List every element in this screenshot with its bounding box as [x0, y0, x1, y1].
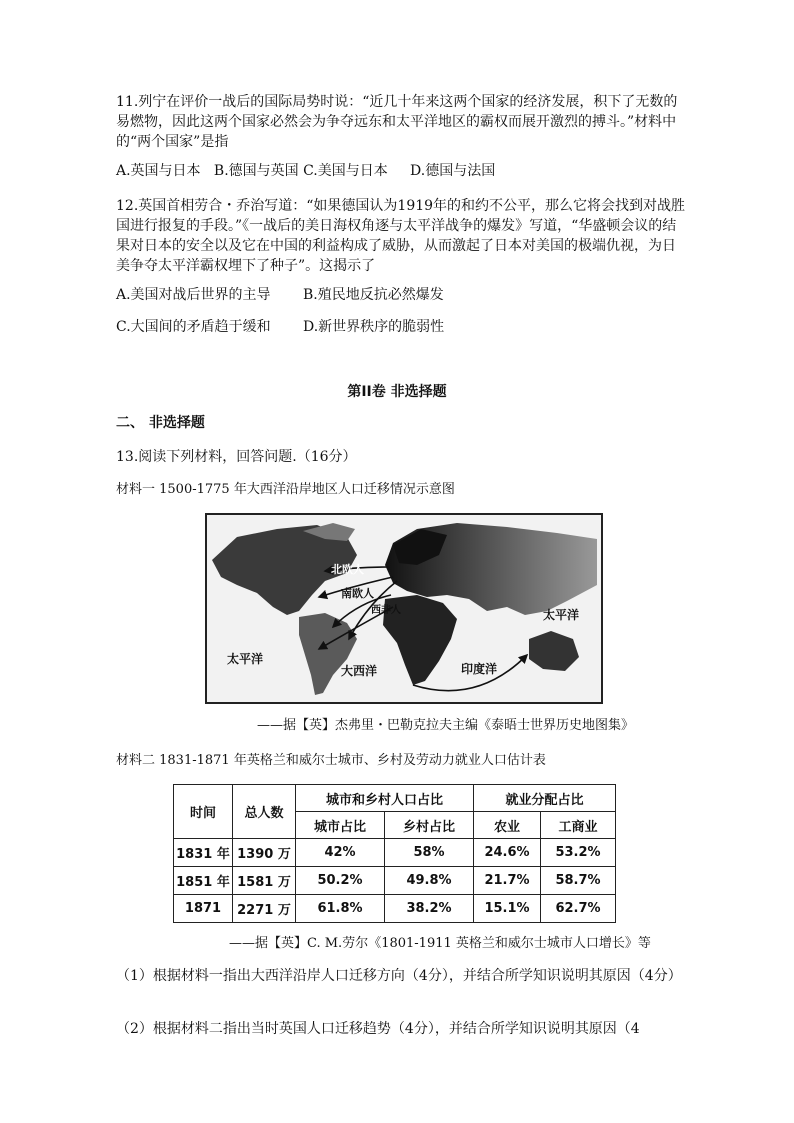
cell-urban: 61.8% [296, 895, 385, 923]
table-row [174, 839, 616, 867]
cell-urban: 42% [296, 839, 385, 867]
th-industry: 工商业 [541, 812, 616, 839]
cell-industry: 58.7% [541, 867, 616, 895]
cell-agri: 21.7% [474, 867, 541, 895]
cell-agri: 15.1% [474, 895, 541, 923]
map-label-indian: 印度洋 [461, 662, 498, 676]
cell-rural: 49.8% [385, 867, 474, 895]
cell-industry: 62.7% [541, 895, 616, 923]
q13-sub1: （1）根据材料一指出大西洋沿岸人口迁移方向（4分），并结合所学知识说明其原因（4分） [116, 968, 682, 984]
q12-stem: 12.英国首相劳合・乔治写道：“如果德国认为1919年的和约不公平，那么它将会找到对战胜国进行报复的手段。”《一战后的美日海权角逐与太平洋战争的爆发》写道，“华盛顿会议的结果对日本的安全以及它在中国的利益构成了威胁，从而激起了日本对美国的极端仇视，为日美争夺太平洋霸权埋下了种子”。这揭示了 [116, 198, 686, 274]
material1-title: 材料一 1500-1775 年大西洋沿岸地区人口迁移情况示意图 [116, 482, 455, 497]
map-label-pacific-left: 太平洋 [227, 652, 264, 666]
cell-total: 1581 万 [233, 867, 296, 895]
map-label-north-europeans: 北欧人 [331, 563, 364, 576]
th-ratio: 城市和乡村人口占比 [296, 785, 474, 812]
section-heading: 二、 非选择题 [116, 415, 205, 431]
cell-rural: 38.2% [385, 895, 474, 923]
cell-rural: 58% [385, 839, 474, 867]
q13-sub2: （2）根据材料二指出当时英国人口迁移趋势（4分），并结合所学知识说明其原因（4 [116, 1021, 640, 1037]
table-row [174, 867, 616, 895]
th-total: 总人数 [233, 785, 296, 839]
cell-agri: 24.6% [474, 839, 541, 867]
q12-option-a: A.美国对战后世界的主导 [116, 287, 271, 303]
th-urban: 城市占比 [296, 812, 385, 839]
q12-option-d: D.新世界秩序的脆弱性 [303, 319, 445, 335]
th-rural: 乡村占比 [385, 812, 474, 839]
table-row [174, 895, 616, 923]
cell-total: 2271 万 [233, 895, 296, 923]
q11-stem: 11.列宁在评价一战后的国际局势时说：“近几十年来这两个国家的经济发展，积下了无数的易燃物，因此这两个国家必然会为争夺远东和太平洋地区的霸权而展开激烈的搏斗。”材料中的“两个国家”是指 [116, 94, 678, 150]
q12-option-b: B.殖民地反抗必然爆发 [303, 287, 444, 303]
q11-options: A.英国与日本 B.德国与英国 C.美国与日本 D.德国与法国 [116, 163, 496, 179]
cell-time: 1831 年 [174, 839, 233, 867]
q12-option-c: C.大国间的矛盾趋于缓和 [116, 319, 271, 335]
th-agri: 农业 [474, 812, 541, 839]
map-label-west-africans: 西非人 [371, 605, 401, 616]
cell-urban: 50.2% [296, 867, 385, 895]
material2-source: ——据【英】C. M.劳尔《1801-1911 英格兰和威尔士城市人口增长》等 [229, 936, 651, 951]
th-time: 时间 [174, 785, 233, 839]
th-employment: 就业分配占比 [474, 785, 616, 812]
population-table [173, 784, 616, 923]
migration-map-svg [207, 515, 601, 702]
cell-time: 1851 年 [174, 867, 233, 895]
map-label-south-europeans: 南欧人 [341, 587, 374, 600]
migration-map [205, 513, 603, 704]
cell-industry: 53.2% [541, 839, 616, 867]
map-label-atlantic: 大西洋 [341, 664, 378, 678]
section-title: 第II卷 非选择题 [347, 384, 447, 400]
material1-source: ——据【英】杰弗里・巴勒克拉夫主编《泰晤士世界历史地图集》 [257, 718, 635, 733]
cell-total: 1390 万 [233, 839, 296, 867]
q13-stem: 13.阅读下列材料，回答问题.（16分） [116, 449, 357, 465]
map-label-pacific-right: 太平洋 [543, 608, 580, 622]
cell-time: 1871 [174, 895, 233, 923]
material2-title: 材料二 1831-1871 年英格兰和威尔士城市、乡村及劳动力就业人口估计表 [116, 753, 546, 768]
